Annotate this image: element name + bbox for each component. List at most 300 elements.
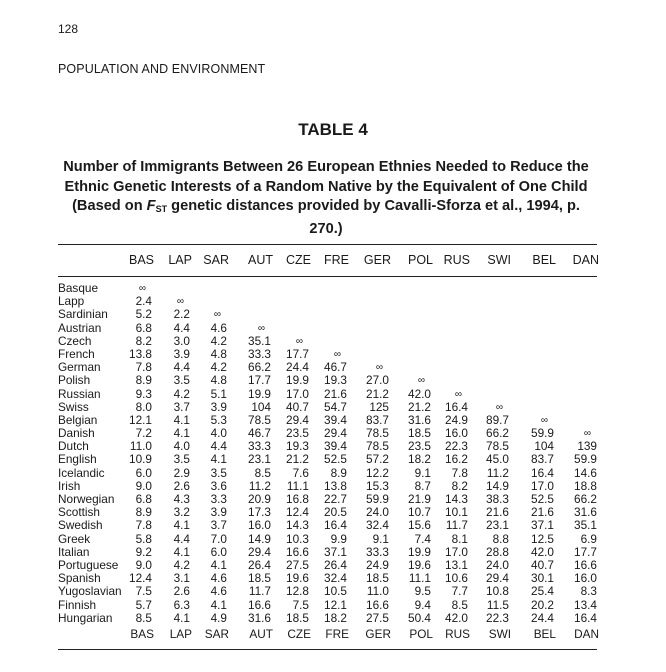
table-cell: 3.0 [173,333,190,348]
table-cell: 8.9 [330,465,347,480]
table-cell: 17.0 [531,478,554,493]
table-cell: 4.1 [173,610,190,625]
table-cell: 16.6 [574,557,597,572]
table-cell: 4.4 [173,360,190,375]
table-cell: 8.5 [254,465,271,480]
table-cell: 6.9 [580,531,597,546]
table-row [58,322,598,335]
column-footer: LAP [169,627,192,641]
table-cell: 16.2 [445,452,468,467]
table-cell: 16.4 [574,610,597,625]
table-cell: ∞ [295,335,303,347]
table-cell: 18.5 [248,571,271,586]
table-cell: 9.1 [372,531,389,546]
table-cell: 5.7 [135,597,152,612]
table-cell: 16.6 [366,597,389,612]
table-cell: 52.5 [531,492,554,506]
caption-text-1: Number of Immigrants Between 26 European Ethnies Needed to Reduce the Ethnic Genetic Interests of a Random Native by the Equivalent of One Child (Based on [63,159,589,214]
table-cell: 3.5 [173,373,190,388]
table-cell: 8.5 [135,610,152,625]
row-label: Basque [58,281,99,295]
table-cell: 11.5 [486,597,509,612]
page-number: 128 [58,22,79,36]
table-cell: 15.6 [408,518,431,533]
table-cell: 29.4 [486,571,509,586]
table-row [58,453,598,466]
table-cell: 14.6 [574,465,597,480]
table-cell: 42.0 [445,610,468,625]
table-cell: 46.7 [324,360,347,375]
table-cell: 10.6 [445,571,468,586]
table-cell: 12.4 [286,505,309,520]
table-cell: 19.9 [248,386,271,401]
table-cell: 3.9 [210,505,227,520]
table-cell: 20.9 [248,492,271,506]
table-cell: ∞ [454,388,462,400]
table-cell: 16.6 [286,544,309,559]
column-header: SAR [203,253,229,267]
table-cell: 27.0 [366,373,389,388]
table-cell: 18.2 [408,452,431,467]
table-cell: 23.5 [408,439,431,454]
table-cell: 10.9 [129,452,152,467]
table-cell: 3.5 [173,452,190,467]
table-cell: 13.4 [574,597,597,612]
table-cell: 7.6 [292,465,309,480]
header-rule [58,276,597,277]
table-cell: 16.4 [324,518,347,533]
table-cell: 14.9 [248,531,271,546]
table-cell: 4.0 [173,439,190,454]
table-cell: 29.4 [248,544,271,559]
table-cell: 16.0 [574,571,597,586]
row-label: Norwegian [58,492,115,506]
table-cell: 4.2 [173,386,190,401]
table-cell: 10.3 [286,531,309,546]
table-cell: 26.4 [248,557,271,572]
table-cell: 3.9 [210,399,227,414]
table-cell: 2.6 [173,584,190,599]
row-label: Sardinian [58,307,108,322]
table-cell: ∞ [375,362,383,374]
table-cell: 5.3 [210,412,227,427]
table-cell: 7.7 [451,584,468,599]
row-label: Italian [58,544,90,559]
table-cell: 54.7 [324,399,347,414]
table-cell: 10.8 [486,584,509,599]
table-cell: 39.4 [324,412,347,427]
table-cell: 13.8 [324,478,347,493]
table-cell: 66.2 [248,360,271,375]
table-cell: 10.1 [445,505,468,520]
table-cell: 29.4 [286,412,309,427]
table-cell: 16.0 [248,518,271,533]
table-cell: 14.3 [286,518,309,533]
column-header: BAS [128,253,154,267]
table-cell: 104 [251,399,271,414]
column-footer: RUS [445,627,470,641]
table-cell: 18.2 [324,610,347,625]
table-cell: 40.7 [531,557,554,572]
table-cell: 22.3 [486,610,509,625]
table-cell: 4.4 [210,439,227,454]
table-cell: 16.4 [531,465,554,480]
table-cell: 21.2 [286,452,309,467]
column-footer: POL [409,627,433,641]
row-label: French [58,346,95,361]
table-cell: 8.0 [135,399,152,414]
top-rule [58,244,597,245]
table-cell: 9.2 [135,544,152,559]
table-row [58,599,598,612]
table-cell: 15.3 [366,478,389,493]
table-cell: 20.5 [324,505,347,520]
table-cell: 28.8 [486,544,509,559]
table-row [58,585,598,598]
table-cell: 23.1 [486,518,509,533]
table-cell: 24.9 [445,412,468,427]
table-cell: 78.5 [486,439,509,454]
table-cell: 7.8 [135,360,152,375]
table-cell: 4.8 [210,373,227,388]
table-cell: 37.1 [531,518,554,533]
table-cell: 11.1 [408,571,431,586]
table-cell: 8.3 [580,584,597,599]
table-caption [58,158,594,239]
table-cell: 3.6 [210,478,227,493]
table-cell: 2.9 [173,465,190,480]
table-cell: 7.8 [135,518,152,533]
table-cell: 9.0 [135,557,152,572]
table-cell: 12.1 [129,412,152,427]
table-cell: 11.2 [248,478,271,493]
table-row [58,467,598,480]
table-row [58,335,598,348]
table-cell: 22.7 [324,492,347,506]
table-cell: 6.0 [135,465,152,480]
table-cell: 3.1 [173,571,190,586]
table-cell: 2.4 [135,294,152,309]
row-label: Finnish [58,597,97,612]
table-cell: 31.6 [408,412,431,427]
table-cell: ∞ [540,414,548,426]
table-cell: 11.7 [248,584,271,599]
table-cell: 4.2 [173,557,190,572]
column-header: DAN [572,253,599,267]
table-cell: 10.7 [408,505,431,520]
table-cell: 30.1 [531,571,554,586]
caption-text-2: genetic distances provided by Cavalli-Sforza et al., 1994, p. 270.) [167,198,580,237]
row-label: Dutch [58,439,89,454]
table-cell: 22.3 [445,439,468,454]
row-label: Hungarian [58,610,113,625]
row-label: Swedish [58,518,103,533]
column-header: SWI [487,253,511,267]
table-cell: 12.8 [286,584,309,599]
table-cell: 3.5 [210,465,227,480]
row-label: Irish [58,478,81,493]
table-cell: 4.4 [173,320,190,335]
table-cell: 8.1 [451,531,468,546]
table-cell: 59.9 [574,452,597,467]
table-cell: 8.9 [135,373,152,388]
table-cell: 37.1 [324,544,347,559]
table-cell: 4.9 [210,610,227,625]
table-cell: 18.8 [574,478,597,493]
column-footer: DAN [574,627,599,641]
table-cell: 16.4 [445,399,468,414]
table-cell: ∞ [495,401,503,413]
column-footer: BEL [533,627,556,641]
table-cell: 4.1 [173,544,190,559]
row-label: Danish [58,426,95,441]
table-cell: 8.5 [451,597,468,612]
table-cell: 4.2 [210,360,227,375]
table-cell: 125 [369,399,389,414]
table-cell: 9.4 [414,597,431,612]
table-cell: 19.6 [408,557,431,572]
table-cell: 6.3 [173,597,190,612]
table-cell: 18.5 [366,571,389,586]
table-row [58,388,598,401]
table-cell: 104 [534,439,554,454]
table-cell: 46.7 [248,426,271,441]
table-cell: 33.3 [366,544,389,559]
table-cell: 83.7 [366,412,389,427]
row-label: Belgian [58,412,98,427]
column-footer: AUT [249,627,273,641]
table-cell: 32.4 [366,518,389,533]
table-cell: 35.1 [248,333,271,348]
table-cell: 50.4 [408,610,431,625]
table-row [58,374,598,387]
table-cell: 4.1 [210,557,227,572]
table-cell: 8.2 [451,478,468,493]
column-footer: SAR [204,627,229,641]
table-cell: 4.0 [210,426,227,441]
table-cell: 9.5 [414,584,431,599]
table-cell: 5.2 [135,307,152,322]
table-cell: 9.1 [414,465,431,480]
table-row [58,519,598,532]
table-cell: 2.2 [173,307,190,322]
table-cell: 16.0 [445,426,468,441]
table-cell: ∞ [583,428,591,440]
table-cell: 8.8 [492,531,509,546]
table-cell: 17.7 [248,373,271,388]
table-cell: 9.0 [135,478,152,493]
table-cell: 21.9 [408,492,431,506]
table-cell: 42.0 [531,544,554,559]
table-cell: 52.5 [324,452,347,467]
table-cell: 89.7 [486,412,509,427]
table-cell: 12.5 [531,531,554,546]
table-cell: 9.3 [135,386,152,401]
table-cell: 78.5 [366,439,389,454]
table-cell: 12.2 [366,465,389,480]
table-cell: 4.6 [210,571,227,586]
row-label: Scottish [58,505,100,520]
column-header: AUT [248,253,273,267]
row-label: Lapp [58,294,85,309]
table-cell: 14.3 [445,492,468,506]
table-cell: 8.2 [135,333,152,348]
table-cell: ∞ [417,375,425,387]
table-cell: 5.1 [210,386,227,401]
table-cell: 21.6 [486,505,509,520]
row-label: Greek [58,531,91,546]
running-head: POPULATION AND ENVIRONMENT [58,62,266,76]
table-cell: 19.6 [286,571,309,586]
table-cell: 24.4 [531,610,554,625]
table-cell: 18.5 [286,610,309,625]
table-cell: 8.9 [135,505,152,520]
table-cell: 21.6 [531,505,554,520]
caption-f: F [146,198,156,214]
column-header: POL [407,253,433,267]
table-cell: 17.7 [574,544,597,559]
caption-subscript: ST [155,204,168,214]
table-cell: 3.3 [210,492,227,506]
table-cell: 4.6 [210,320,227,335]
table-cell: ∞ [333,348,341,360]
table-cell: 4.8 [210,346,227,361]
table-row [58,533,598,546]
table-cell: 66.2 [574,492,597,506]
table-cell: 6.0 [210,544,227,559]
table-cell: 24.0 [366,505,389,520]
table-cell: 17.0 [286,386,309,401]
table-cell: 59.9 [531,426,554,441]
table-cell: 7.4 [414,531,431,546]
table-cell: 3.9 [173,346,190,361]
table-cell: 7.5 [292,597,309,612]
table-cell: 6.8 [135,320,152,335]
row-label: Spanish [58,571,101,586]
table-cell: 14.9 [486,478,509,493]
table-cell: 4.1 [173,518,190,533]
table-cell: 20.2 [531,597,554,612]
column-header: CZE [286,253,311,267]
table-cell: 11.1 [286,478,309,493]
table-cell: 16.8 [286,492,309,506]
table-cell: 59.9 [366,492,389,506]
table-cell: 17.0 [445,544,468,559]
column-footer: BAS [130,627,154,641]
bottom-rule [58,649,597,650]
row-label: English [58,452,97,467]
table-cell: 139 [577,439,597,454]
table-cell: 4.6 [210,584,227,599]
table-cell: 4.1 [210,452,227,467]
table-cell: 23.1 [248,452,271,467]
table-cell: 18.5 [408,426,431,441]
table-cell: 2.6 [173,478,190,493]
table-cell: 7.5 [135,584,152,599]
table-cell: 57.2 [366,452,389,467]
column-header: BEL [532,253,556,267]
table-cell: 11.7 [445,518,468,533]
table-cell: 32.4 [324,571,347,586]
table-cell: 66.2 [486,426,509,441]
table-cell: 9.9 [330,531,347,546]
table-cell: 27.5 [366,610,389,625]
table-cell: 4.1 [210,597,227,612]
table-cell: 78.5 [366,426,389,441]
table-cell: 24.9 [366,557,389,572]
table-cell: 21.6 [324,386,347,401]
table-cell: 3.7 [210,518,227,533]
table-cell: 45.0 [486,452,509,467]
table-body [58,282,598,625]
row-label: Swiss [58,399,89,414]
table-cell: 11.0 [366,584,389,599]
table-cell: 13.1 [445,557,468,572]
table-cell: 23.5 [286,426,309,441]
row-label: Austrian [58,320,102,335]
table-cell: 26.4 [324,557,347,572]
table-cell: 3.2 [173,505,190,520]
table-cell: 5.8 [135,531,152,546]
table-cell: 19.3 [324,373,347,388]
table-cell: 7.2 [135,426,152,441]
table-cell: 12.1 [324,597,347,612]
table-row [58,546,598,559]
table-cell: 4.1 [173,426,190,441]
table-row [58,401,598,414]
table-cell: 27.5 [286,557,309,572]
row-label: Portuguese [58,557,119,572]
table-cell: 4.1 [173,412,190,427]
table-cell: 35.1 [574,518,597,533]
table-cell: 38.3 [486,492,509,506]
column-header: LAP [168,253,192,267]
table-cell: 6.8 [135,492,152,506]
table-cell: 21.2 [408,399,431,414]
table-cell: 4.2 [210,333,227,348]
table-cell: 7.0 [210,531,227,546]
table-cell: 29.4 [324,426,347,441]
column-header: FRE [324,253,349,267]
table-cell: ∞ [176,296,184,308]
table-cell: ∞ [213,309,221,321]
table-cell: 24.0 [486,557,509,572]
table-cell: 40.7 [286,399,309,414]
table-cell: 11.2 [486,465,509,480]
table-cell: 19.9 [286,373,309,388]
table-cell: 4.4 [173,531,190,546]
table-cell: 31.6 [248,610,271,625]
column-header: GER [363,253,391,267]
table-cell: 13.8 [129,346,152,361]
table-cell: 31.6 [574,505,597,520]
table-cell: 83.7 [531,452,554,467]
table-cell: 17.3 [248,505,271,520]
table-cell: 42.0 [408,386,431,401]
table-cell: 11.0 [129,439,152,454]
table-cell: 33.3 [248,439,271,454]
table-cell: 78.5 [248,412,271,427]
table-cell: 17.7 [286,346,309,361]
row-label: Icelandic [58,465,105,480]
table-cell: 19.3 [286,439,309,454]
column-footer: CZE [287,627,311,641]
row-label: Czech [58,333,92,348]
table-cell: 24.4 [286,360,309,375]
table-cell: 39.4 [324,439,347,454]
column-header: RUS [443,253,470,267]
table-cell: 25.4 [531,584,554,599]
